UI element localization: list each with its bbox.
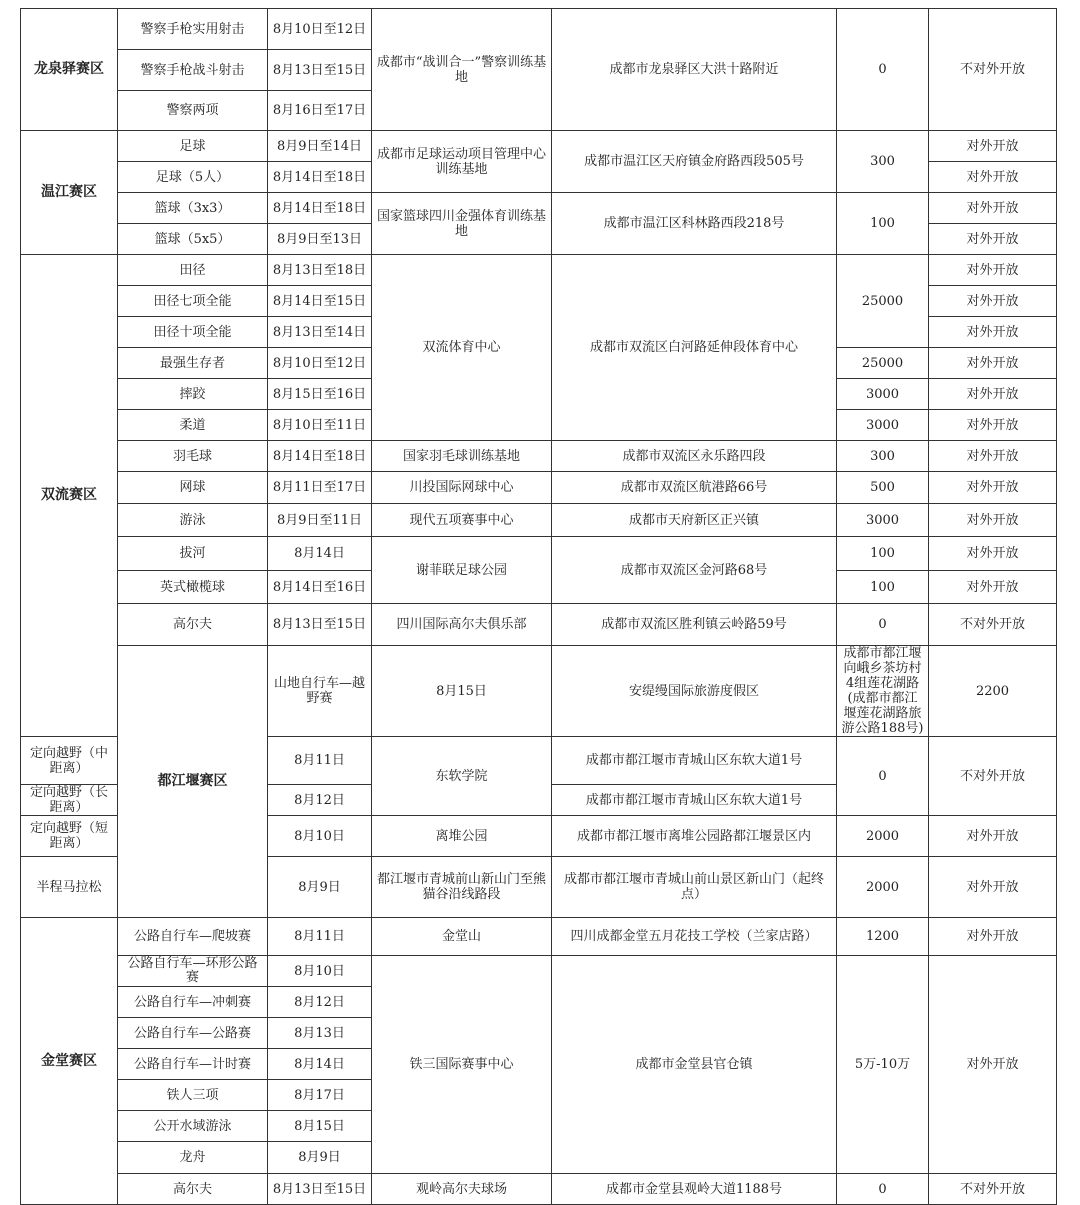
address-cell: 成都市双流区永乐路四段 <box>552 441 837 472</box>
seats-cell: 3000 <box>837 379 929 410</box>
status-cell: 对外开放 <box>929 472 1057 504</box>
address-cell: 四川成都金堂五月花技工学校（兰家店路） <box>552 918 837 956</box>
seats-cell: 100 <box>837 193 929 255</box>
status-cell: 不对外开放 <box>929 9 1057 131</box>
status-cell: 对外开放 <box>929 131 1057 162</box>
seats-cell: 0 <box>837 9 929 131</box>
address-cell: 成都市龙泉驿区大洪十路附近 <box>552 9 837 131</box>
address-cell: 成都市温江区科林路西段218号 <box>552 193 837 255</box>
event-cell: 柔道 <box>118 410 268 441</box>
venue-cell: 都江堰市青城前山新山门至熊猫谷沿线路段 <box>372 857 552 918</box>
event-cell: 田径十项全能 <box>118 317 268 348</box>
seats-cell: 25000 <box>837 255 929 348</box>
date-cell: 8月13日至18日 <box>268 255 372 286</box>
address-cell: 成都市温江区天府镇金府路西段505号 <box>552 131 837 193</box>
status-cell: 对外开放 <box>929 571 1057 604</box>
table-row <box>21 9 1057 50</box>
seats-cell: 5万-10万 <box>837 956 929 1174</box>
event-cell: 高尔夫 <box>118 1174 268 1205</box>
address-cell: 成都市金堂县官仓镇 <box>552 956 837 1174</box>
status-cell: 不对外开放 <box>929 737 1057 816</box>
date-cell: 8月10日至12日 <box>268 348 372 379</box>
date-cell: 8月14日 <box>268 537 372 571</box>
event-cell: 田径 <box>118 255 268 286</box>
venue-cell: 双流体育中心 <box>372 255 552 441</box>
event-cell: 篮球（5x5） <box>118 224 268 255</box>
status-cell: 对外开放 <box>929 537 1057 571</box>
status-cell: 对外开放 <box>929 816 1057 857</box>
event-cell: 龙舟 <box>118 1142 268 1174</box>
zone-label: 金堂赛区 <box>21 918 118 1205</box>
table-row <box>21 255 1057 286</box>
event-cell: 半程马拉松 <box>21 857 118 918</box>
status-cell: 对外开放 <box>929 162 1057 193</box>
date-cell: 8月10日 <box>268 956 372 987</box>
event-cell: 网球 <box>118 472 268 504</box>
address-cell: 成都市都江堰市青城山区东软大道1号 <box>552 737 837 785</box>
seats-cell: 0 <box>837 1174 929 1205</box>
event-cell: 公开水域游泳 <box>118 1111 268 1142</box>
date-cell: 8月14日 <box>268 1049 372 1080</box>
status-cell: 对外开放 <box>929 956 1057 1174</box>
date-cell: 8月13日至15日 <box>268 1174 372 1205</box>
table-row <box>21 504 1057 537</box>
seats-cell: 1200 <box>837 918 929 956</box>
zone-label: 都江堰赛区 <box>118 646 268 918</box>
event-cell: 羽毛球 <box>118 441 268 472</box>
event-cell: 足球（5人） <box>118 162 268 193</box>
table-row <box>21 441 1057 472</box>
event-cell: 铁人三项 <box>118 1080 268 1111</box>
address-cell: 成都市双流区白河路延伸段体育中心 <box>552 255 837 441</box>
seats-cell: 100 <box>837 537 929 571</box>
table-row <box>21 472 1057 504</box>
seats-cell: 0 <box>837 604 929 646</box>
event-cell: 拔河 <box>118 537 268 571</box>
date-cell: 8月13日 <box>268 1018 372 1049</box>
address-cell: 成都市双流区胜利镇云岭路59号 <box>552 604 837 646</box>
event-cell: 警察手枪实用射击 <box>118 9 268 50</box>
table-row <box>21 956 1057 987</box>
event-cell: 定向越野（长距离） <box>21 785 118 816</box>
address-cell: 成都市都江堰市青城山前山景区新山门（起终点） <box>552 857 837 918</box>
status-cell: 对外开放 <box>929 857 1057 918</box>
status-cell: 对外开放 <box>929 918 1057 956</box>
status-cell: 对外开放 <box>929 504 1057 537</box>
event-cell: 定向越野（短距离） <box>21 816 118 857</box>
date-cell: 8月13日至14日 <box>268 317 372 348</box>
status-cell: 对外开放 <box>929 441 1057 472</box>
date-cell: 8月11日 <box>268 737 372 785</box>
venue-cell: 观岭高尔夫球场 <box>372 1174 552 1205</box>
seats-cell: 500 <box>837 472 929 504</box>
seats-cell: 3000 <box>837 410 929 441</box>
date-cell: 8月14日至18日 <box>268 441 372 472</box>
seats-cell: 0 <box>837 737 929 816</box>
event-cell: 山地自行车—越野赛 <box>268 646 372 737</box>
date-cell: 8月14日至18日 <box>268 162 372 193</box>
event-cell: 警察手枪战斗射击 <box>118 50 268 91</box>
event-cell: 田径七项全能 <box>118 286 268 317</box>
status-cell: 对外开放 <box>929 348 1057 379</box>
event-cell: 篮球（3x3） <box>118 193 268 224</box>
date-cell: 8月10日至11日 <box>268 410 372 441</box>
venue-cell: 川投国际网球中心 <box>372 472 552 504</box>
date-cell: 8月13日至15日 <box>268 604 372 646</box>
event-cell: 英式橄榄球 <box>118 571 268 604</box>
venue-cell: 谢菲联足球公园 <box>372 537 552 604</box>
date-cell: 8月12日 <box>268 785 372 816</box>
date-cell: 8月15日 <box>268 1111 372 1142</box>
status-cell: 不对外开放 <box>929 604 1057 646</box>
status-cell: 对外开放 <box>929 317 1057 348</box>
date-cell: 8月11日 <box>268 918 372 956</box>
date-cell: 8月9日 <box>268 857 372 918</box>
date-cell: 8月10日至12日 <box>268 9 372 50</box>
status-cell: 对外开放 <box>929 410 1057 441</box>
date-cell: 8月14日至16日 <box>268 571 372 604</box>
date-cell: 8月13日至15日 <box>268 50 372 91</box>
date-cell: 8月15日 <box>372 646 552 737</box>
date-cell: 8月11日至17日 <box>268 472 372 504</box>
date-cell: 8月9日 <box>268 1142 372 1174</box>
seats-cell: 3000 <box>837 504 929 537</box>
status-cell: 对外开放 <box>929 255 1057 286</box>
venue-cell: 国家羽毛球训练基地 <box>372 441 552 472</box>
event-cell: 定向越野（中距离） <box>21 737 118 785</box>
date-cell: 8月15日至16日 <box>268 379 372 410</box>
event-cell: 公路自行车—计时赛 <box>118 1049 268 1080</box>
event-cell: 警察两项 <box>118 91 268 131</box>
seats-cell: 2000 <box>837 857 929 918</box>
table-row <box>21 604 1057 646</box>
zone-label: 龙泉驿赛区 <box>21 9 118 131</box>
address-cell: 成都市双流区航港路66号 <box>552 472 837 504</box>
table-row <box>21 131 1057 162</box>
status-cell: 对外开放 <box>929 286 1057 317</box>
venue-cell: 现代五项赛事中心 <box>372 504 552 537</box>
event-cell: 公路自行车—冲刺赛 <box>118 987 268 1018</box>
venue-cell: 国家篮球四川金强体育训练基地 <box>372 193 552 255</box>
date-cell: 8月14日至18日 <box>268 193 372 224</box>
table-row <box>21 646 1057 737</box>
table-row <box>21 918 1057 956</box>
venue-schedule-table <box>20 8 1057 1205</box>
event-cell: 摔跤 <box>118 379 268 410</box>
date-cell: 8月10日 <box>268 816 372 857</box>
table-row <box>21 537 1057 571</box>
event-cell: 公路自行车—环形公路赛 <box>118 956 268 987</box>
seats-cell: 25000 <box>837 348 929 379</box>
date-cell: 8月16日至17日 <box>268 91 372 131</box>
venue-cell: 成都市“战训合一”警察训练基地 <box>372 9 552 131</box>
zone-label: 双流赛区 <box>21 255 118 737</box>
venue-cell: 离堆公园 <box>372 816 552 857</box>
seats-cell: 2200 <box>929 646 1057 737</box>
venue-cell: 铁三国际赛事中心 <box>372 956 552 1174</box>
venue-cell: 成都市足球运动项目管理中心训练基地 <box>372 131 552 193</box>
seats-cell: 2000 <box>837 816 929 857</box>
event-cell: 公路自行车—公路赛 <box>118 1018 268 1049</box>
venue-cell: 金堂山 <box>372 918 552 956</box>
event-cell: 足球 <box>118 131 268 162</box>
address-cell: 成都市都江堰市离堆公园路都江堰景区内 <box>552 816 837 857</box>
event-cell: 高尔夫 <box>118 604 268 646</box>
date-cell: 8月9日至14日 <box>268 131 372 162</box>
status-cell: 对外开放 <box>929 379 1057 410</box>
address-cell: 成都市都江堰向峨乡茶坊村4组莲花湖路(成都市都江堰莲花湖路旅游公路188号) <box>837 646 929 737</box>
status-cell: 对外开放 <box>929 224 1057 255</box>
address-cell: 成都市双流区金河路68号 <box>552 537 837 604</box>
event-cell: 最强生存者 <box>118 348 268 379</box>
seats-cell: 300 <box>837 131 929 193</box>
event-cell: 公路自行车—爬坡赛 <box>118 918 268 956</box>
address-cell: 成都市都江堰市青城山区东软大道1号 <box>552 785 837 816</box>
date-cell: 8月14日至15日 <box>268 286 372 317</box>
event-cell: 游泳 <box>118 504 268 537</box>
seats-cell: 100 <box>837 571 929 604</box>
date-cell: 8月17日 <box>268 1080 372 1111</box>
status-cell: 不对外开放 <box>929 1174 1057 1205</box>
date-cell: 8月12日 <box>268 987 372 1018</box>
address-cell: 成都市金堂县观岭大道1188号 <box>552 1174 837 1205</box>
status-cell: 对外开放 <box>929 193 1057 224</box>
seats-cell: 300 <box>837 441 929 472</box>
zone-label: 温江赛区 <box>21 131 118 255</box>
table-row <box>21 193 1057 224</box>
address-cell: 成都市天府新区正兴镇 <box>552 504 837 537</box>
venue-cell: 安缇缦国际旅游度假区 <box>552 646 837 737</box>
venue-cell: 东软学院 <box>372 737 552 816</box>
date-cell: 8月9日至11日 <box>268 504 372 537</box>
venue-cell: 四川国际高尔夫俱乐部 <box>372 604 552 646</box>
date-cell: 8月9日至13日 <box>268 224 372 255</box>
